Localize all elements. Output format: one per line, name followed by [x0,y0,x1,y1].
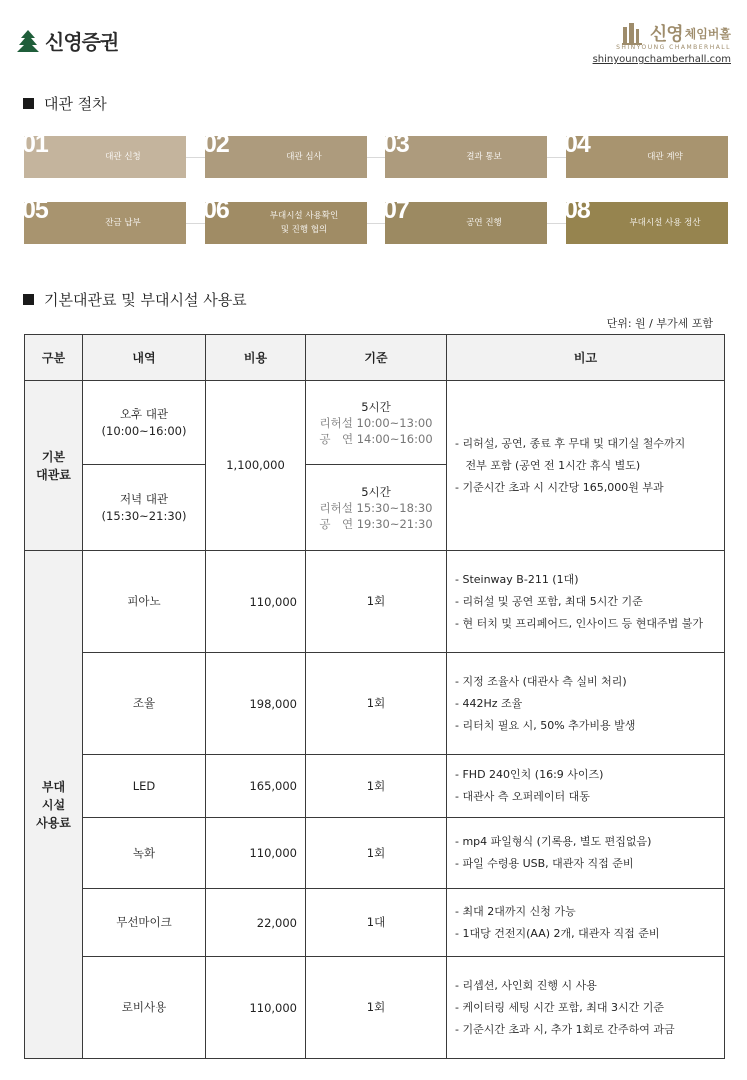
step-number: 06 [203,196,229,224]
item-afternoon: 오후 대관 (10:00~16:00) [83,381,206,465]
table-row [25,551,725,653]
table-row [25,889,725,957]
table-row [25,755,725,818]
building-icon [622,21,644,45]
table-row [25,957,725,1059]
header-cost: 비용 [206,335,306,381]
step-07 [383,196,547,244]
step-label: 잔금 납부 [105,218,141,228]
step-label: 결과 통보 [466,152,502,162]
note-wireless-mic: - 최대 2대까지 신청 가능 - 1대당 건전지(AA) 2개, 대관자 직접 준비 [447,889,725,957]
brand-english: SHINYOUNG CHAMBERHALL [616,44,731,51]
header-category: 구분 [25,335,83,381]
item-led: LED [83,755,206,818]
section-title-fees [23,289,247,310]
section-title-text: 대관 절차 [44,95,107,113]
standard-piano: 1회 [306,551,447,653]
step-number: 05 [22,196,48,224]
step-02 [203,130,367,178]
table-row [25,818,725,889]
item-evening: 저녁 대관 (15:30~21:30) [83,465,206,551]
section-title-rental-procedure [23,93,107,114]
cost-wireless-mic: 22,000 [206,889,306,957]
cost-lobby: 110,000 [206,957,306,1059]
pine-tree-icon [15,28,41,54]
step-number: 02 [203,130,229,158]
square-bullet-icon [23,294,34,305]
header-note: 비고 [447,335,725,381]
step-label: 공연 진행 [466,218,502,228]
item-tuning: 조율 [83,653,206,755]
step-label: 부대시설 사용확인 및 진행 협의 [269,211,339,235]
item-piano: 피아노 [83,551,206,653]
procedure-steps [22,130,728,246]
table-row [25,381,725,465]
step-08 [564,196,728,244]
chamberhall-logo [584,20,731,65]
step-number: 03 [383,130,409,158]
cost-piano: 110,000 [206,551,306,653]
standard-recording: 1회 [306,818,447,889]
brand-name: 신영 [649,24,683,45]
logo-text: 신영증권 [45,30,119,54]
step-number: 01 [22,130,48,158]
step-number: 04 [564,130,590,158]
step-label: 대관 계약 [647,152,683,162]
step-01 [22,130,186,178]
step-06 [203,196,367,244]
cost-led: 165,000 [206,755,306,818]
step-label: 부대시설 사용 정산 [629,218,701,228]
section-title-text: 기본대관료 및 부대시설 사용료 [44,291,247,309]
table-row [25,653,725,755]
standard-tuning: 1회 [306,653,447,755]
note-recording: - mp4 파일형식 (기록용, 별도 편집없음) - 파일 수령용 USB, 대관자 직접 준비 [447,818,725,889]
note-tuning: - 지정 조율사 (대관사 측 실비 처리) - 442Hz 조율 - 리터치 필요 시, 50% 추가비용 발생 [447,653,725,755]
cost-basic: 1,100,000 [206,381,306,551]
brand-url-link[interactable]: shinyoungchamberhall.com [592,54,731,65]
step-05 [22,196,186,244]
category-basic: 기본 대관료 [25,381,83,551]
standard-evening: 5시간 리허설 15:30~18:30 공 연 19:30~21:30 [306,465,447,551]
note-led: - FHD 240인치 (16:9 사이즈) - 대관사 측 오퍼레이터 대동 [447,755,725,818]
brand-sub: 체임버홀 [684,26,731,41]
step-04 [564,130,728,178]
item-recording: 녹화 [83,818,206,889]
header-item: 내역 [83,335,206,381]
note-lobby: - 리셉션, 사인회 진행 시 사용 - 케이터링 세팅 시간 포함, 최대 3시간 기준 - 기준시간 초과 시, 추가 1회로 간주하여 과금 [447,957,725,1059]
standard-led: 1회 [306,755,447,818]
shinyoung-securities-logo [15,26,118,55]
standard-afternoon: 5시간 리허설 10:00~13:00 공 연 14:00~16:00 [306,381,447,465]
unit-note: 단위: 원 / 부가세 포함 [606,317,713,330]
square-bullet-icon [23,98,34,109]
item-wireless-mic: 무선마이크 [83,889,206,957]
category-facility: 부대 시설 사용료 [25,551,83,1059]
standard-lobby: 1회 [306,957,447,1059]
header-standard: 기준 [306,335,447,381]
cost-recording: 110,000 [206,818,306,889]
standard-wireless-mic: 1대 [306,889,447,957]
cost-tuning: 198,000 [206,653,306,755]
step-label: 대관 심사 [286,152,322,162]
note-piano: - Steinway B-211 (1대) - 리허설 및 공연 포함, 최대 5시간 기준 - 현 터치 및 프리페어드, 인사이드 등 현대주법 불가 [447,551,725,653]
step-number: 08 [564,196,590,224]
item-lobby: 로비사용 [83,957,206,1059]
fee-table [24,334,725,1059]
table-header-row [25,335,725,381]
step-label: 대관 신청 [105,152,141,162]
note-basic: - 리허설, 공연, 종료 후 무대 및 대기실 철수까지 전부 포함 (공연 전 1시간 휴식 별도) - 기준시간 초과 시 시간당 165,000원 부과 [447,381,725,551]
step-number: 07 [383,196,409,224]
page-header [0,0,747,80]
step-03 [383,130,547,178]
